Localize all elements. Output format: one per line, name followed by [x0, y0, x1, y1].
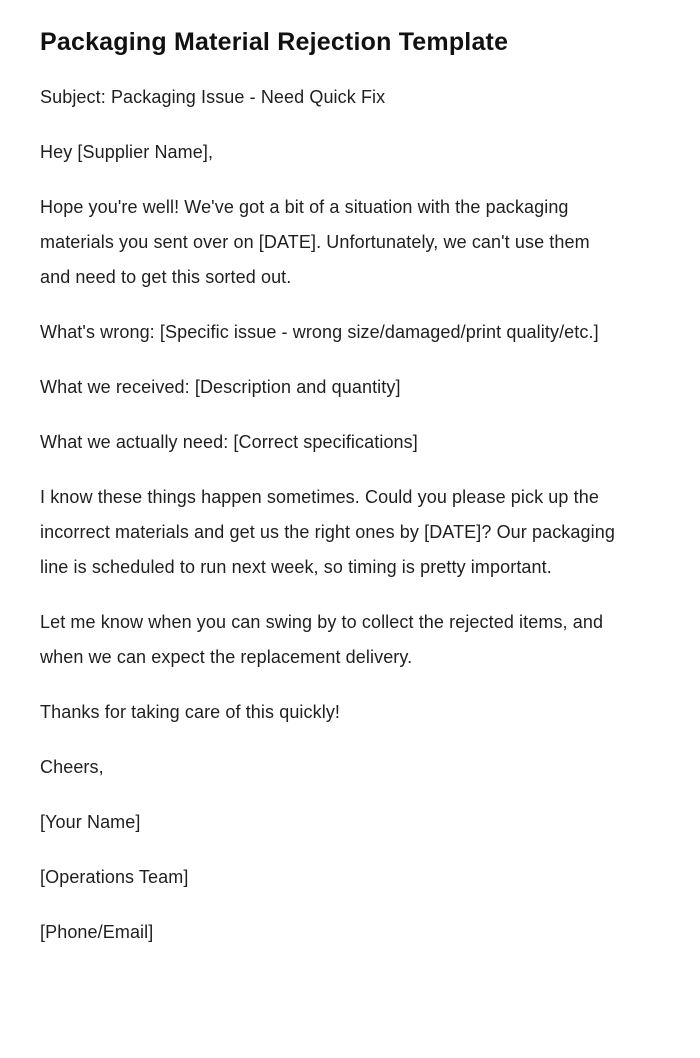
paragraph: What we actually need: [Correct specifications]	[40, 432, 418, 452]
paragraph: [Your Name]	[40, 812, 141, 832]
paragraph: Let me know when you can swing by to collect the rejected items, and when we can expect the replacement delivery.	[40, 612, 604, 667]
paragraph: [Operations Team]	[40, 867, 189, 887]
paragraph: I know these things happen sometimes. Could you please pick up the incorrect materials and get us the right ones by [DATE]? Our packaging line is scheduled to run next week, so timing is pretty important.	[40, 487, 615, 577]
paragraph: Cheers,	[40, 757, 104, 777]
page-title: Packaging Material Rejection Template	[40, 28, 509, 56]
paragraph: Subject: Packaging Issue - Need Quick Fix	[40, 87, 386, 107]
paragraph: [Phone/Email]	[40, 922, 154, 942]
paragraph: What's wrong: [Specific issue - wrong size/damaged/print quality/etc.]	[40, 322, 599, 342]
paragraph: Thanks for taking care of this quickly!	[40, 702, 341, 722]
paragraph: What we received: [Description and quantity]	[40, 377, 401, 397]
paragraph: Hey [Supplier Name],	[40, 142, 214, 162]
document-body	[40, 80, 640, 950]
paragraph: Hope you're well! We've got a bit of a situation with the packaging materials you sent over on [DATE]. Unfortunately, we can't use them and need to get this sorted out.	[40, 197, 590, 287]
